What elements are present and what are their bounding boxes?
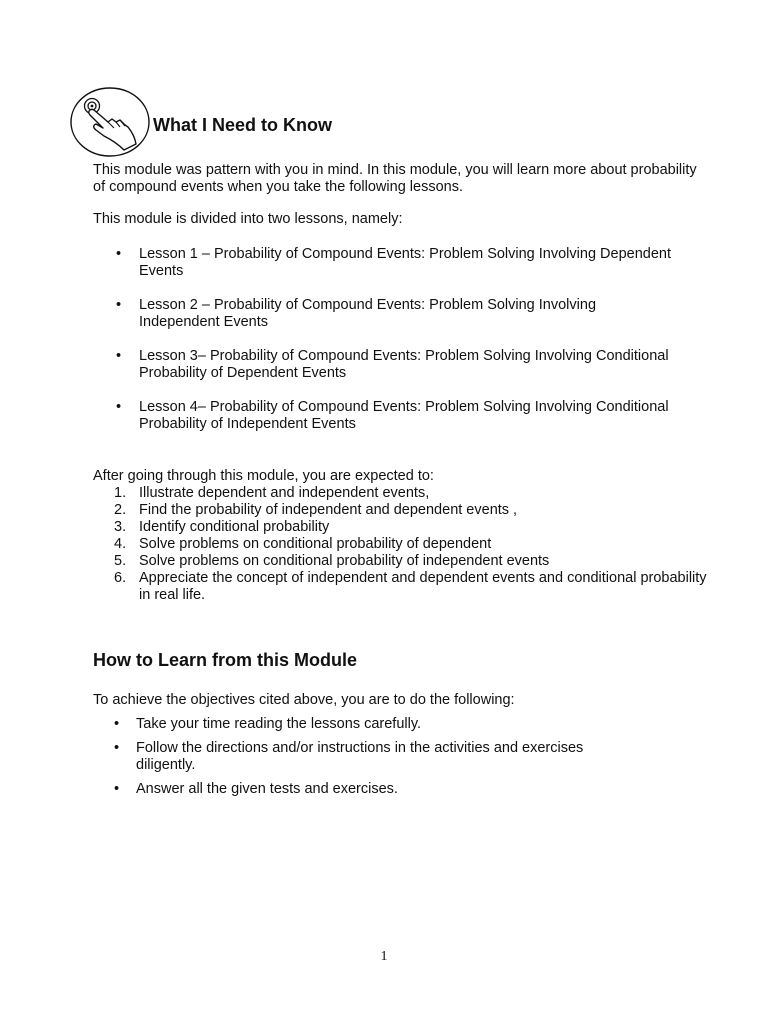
list-item xyxy=(114,536,714,553)
list-item xyxy=(116,246,676,280)
list-item xyxy=(114,716,634,733)
list-number: 1. xyxy=(114,485,127,501)
list-item xyxy=(114,485,714,502)
step-text: Answer all the given tests and exercises. xyxy=(136,781,398,797)
list-number: 4. xyxy=(114,536,127,552)
bullet-marker: • xyxy=(116,246,122,262)
step-text: Take your time reading the lessons carefully. xyxy=(136,716,422,732)
objectives-intro-paragraph: After going through this module, you are expected to: xyxy=(93,468,434,484)
bullet-marker: • xyxy=(114,716,120,732)
list-number: 6. xyxy=(114,570,127,586)
objective-text: Identify conditional probability xyxy=(139,519,330,535)
list-number: 2. xyxy=(114,502,127,518)
list-item xyxy=(116,297,676,331)
list-item xyxy=(114,781,634,798)
lessons-list xyxy=(116,246,676,450)
list-item xyxy=(114,519,714,536)
list-item xyxy=(116,399,676,433)
lesson-text: Lesson 2 – Probability of Compound Events: Problem Solving Involving Independent Events xyxy=(139,297,597,330)
list-item xyxy=(114,553,714,570)
steps-intro-paragraph: To achieve the objectives cited above, you are to do the following: xyxy=(93,692,515,708)
list-item xyxy=(114,740,634,774)
bullet-marker: • xyxy=(116,399,122,415)
section-heading-what-i-need-to-know: What I Need to Know xyxy=(153,115,332,135)
objective-text: Solve problems on conditional probability of independent events xyxy=(139,553,550,569)
list-item xyxy=(114,502,714,519)
lesson-text: Lesson 1 – Probability of Compound Events: Problem Solving Involving Dependent Events xyxy=(139,246,671,279)
bullet-marker: • xyxy=(116,348,122,364)
page-number: 1 xyxy=(380,949,388,964)
list-item xyxy=(116,348,676,382)
objective-text: Solve problems on conditional probability of dependent xyxy=(139,536,492,552)
objective-text: Appreciate the concept of independent and dependent events and conditional probability in real life. xyxy=(139,570,707,603)
section-heading-how-to-learn: How to Learn from this Module xyxy=(93,650,357,670)
lesson-text: Lesson 4– Probability of Compound Events: Problem Solving Involving Conditional Probability of Independent Events xyxy=(139,399,669,432)
intro-paragraph: This module was pattern with you in mind. In this module, you will learn more about probability of compound events when you take the following lessons. xyxy=(93,162,697,195)
objective-text: Find the probability of independent and dependent events , xyxy=(139,502,518,518)
objective-text: Illustrate dependent and independent events, xyxy=(139,485,430,501)
list-number: 5. xyxy=(114,553,127,569)
lesson-text: Lesson 3– Probability of Compound Events: Problem Solving Involving Conditional Probability of Dependent Events xyxy=(139,348,669,381)
bullet-marker: • xyxy=(116,297,122,313)
lessons-intro-paragraph: This module is divided into two lessons, namely: xyxy=(93,211,403,227)
list-number: 3. xyxy=(114,519,127,535)
list-item xyxy=(114,570,714,604)
bullet-marker: • xyxy=(114,781,120,797)
bullet-marker: • xyxy=(114,740,120,756)
hand-pointing-icon xyxy=(68,84,152,160)
objectives-list xyxy=(114,485,714,604)
steps-list xyxy=(114,716,634,805)
step-text: Follow the directions and/or instructions in the activities and exercises diligently. xyxy=(136,740,584,773)
